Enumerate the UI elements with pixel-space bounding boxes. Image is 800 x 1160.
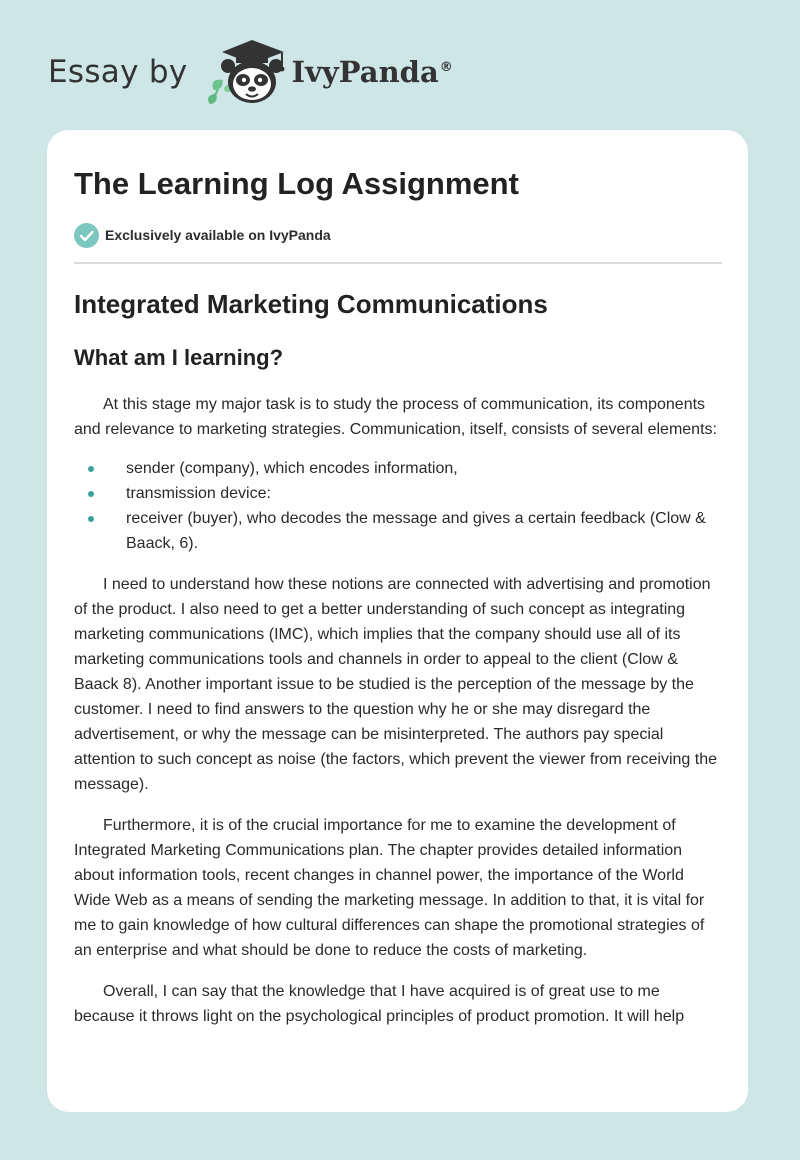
paragraph: At this stage my major task is to study the process of communication, its components and relevance to marketing strategies. Communication, itself, consists of several elements: <box>74 396 717 438</box>
bullet-dot-icon <box>88 516 94 522</box>
paragraph: I need to understand how these notions are connected with advertising and promotion of the product. I also need to get a better understanding of such concept as integrating marketing communications (IMC), which implies that the company should use all of its marketing communications tools and channels in order to appeal to the client (Clow & Baack 8). Another important issue to be studied is the perception of the message by the customer. I need to find answers to the question why he or she may disregard the advertisement, or why the message can be misinterpreted. The authors pay special attention to such concept as noise (the factors, which prevent the viewer from receiving the message). <box>74 576 717 793</box>
registered-mark: ® <box>439 60 453 76</box>
list-item: receiver (buyer), who decodes the message and gives a certain feedback (Clow & Baack, 6). <box>74 506 722 556</box>
brand-name[interactable]: IvyPanda® <box>291 55 453 89</box>
check-circle-icon <box>74 223 99 248</box>
badge-text: Exclusively available on IvyPanda <box>105 227 331 243</box>
list-item: transmission device: <box>74 481 722 506</box>
brand-prefix: Essay by <box>48 53 188 90</box>
bullet-dot-icon <box>88 491 94 497</box>
exclusive-badge <box>74 222 722 248</box>
list-item: sender (company), which encodes information, <box>74 456 722 481</box>
panda-logo-icon[interactable] <box>202 36 290 108</box>
divider <box>74 262 722 264</box>
bullet-dot-icon <box>88 466 94 472</box>
essay-card <box>47 130 748 1112</box>
site-header <box>48 36 453 108</box>
subsection-heading: What am I learning? <box>74 345 284 370</box>
section-heading: Integrated Marketing Communications <box>74 289 548 319</box>
paragraph: Overall, I can say that the knowledge that I have acquired is of great use to me because it throws light on the psychological principles of product promotion. It will help <box>74 983 685 1025</box>
page-title: The Learning Log Assignment <box>74 166 519 201</box>
element-list <box>74 456 722 556</box>
paragraph: Furthermore, it is of the crucial importance for me to examine the development of Integrated Marketing Communications plan. The chapter provides detailed information about information tools, recent changes in channel power, the importance of the World Wide Web as a means of sending the marketing message. In addition to that, it is vital for me to gain knowledge of how cultural differences can shape the promotional strategies of an enterprise and what should be done to reduce the costs of marketing. <box>74 817 705 959</box>
